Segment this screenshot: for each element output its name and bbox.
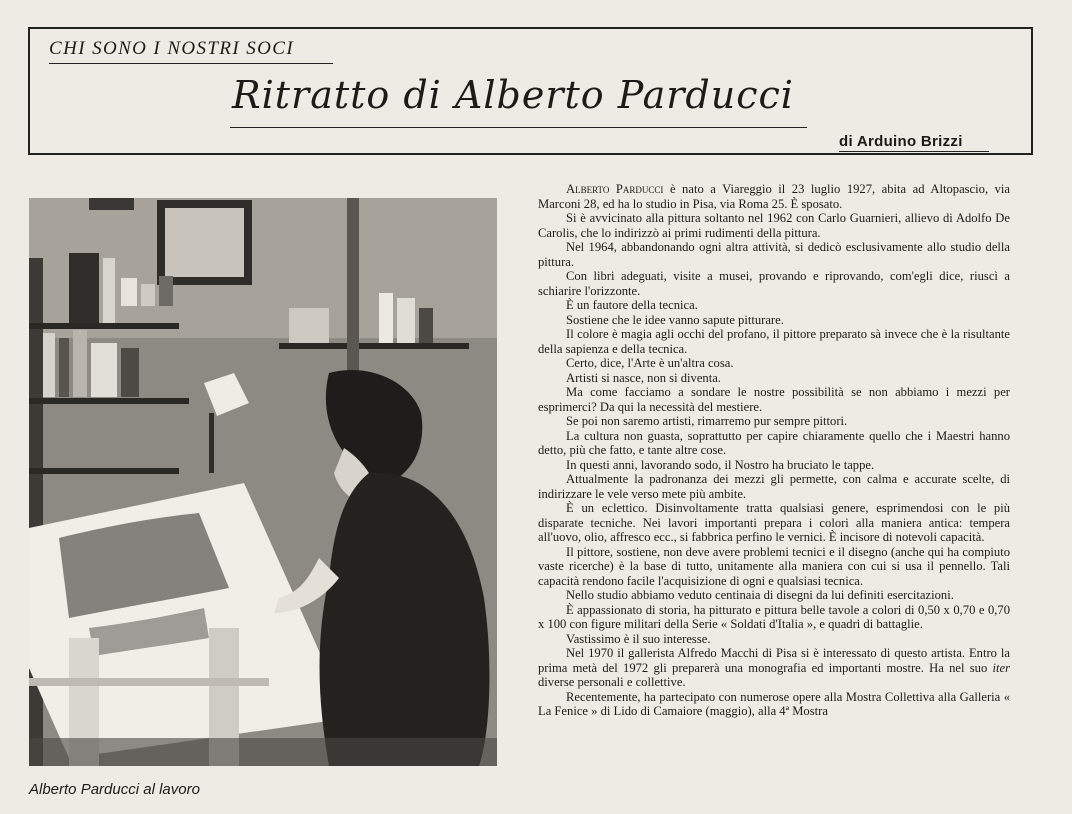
paragraph-intro-text: è nato a Viareggio il 23 luglio 1927, abita ad Altopascio, via Marconi 28, ed ha lo studio in Pisa, via Roma 25. È sposato. (538, 182, 1010, 211)
paragraph: Con libri adeguati, visite a musei, provando e riprovando, com'egli dice, riuscì a schiarire l'orizzonte. (538, 269, 1010, 298)
photo-illustration (29, 198, 497, 766)
byline: di Arduino Brizzi (839, 133, 963, 150)
article-title: Ritratto di Alberto Parducci (232, 73, 794, 117)
artist-name: Alberto Parducci (566, 182, 664, 196)
paragraph: Il colore è magia agli occhi del profano, il pittore preparato sà invece che è la risultante della sapienza e della tecnica. (538, 327, 1010, 356)
section-label: CHI SONO I NOSTRI SOCI (49, 38, 295, 59)
paragraph-last: Recentemente, ha partecipato con numerose opere alla Mostra Collettiva alla Galleria « La Fenice » di Lido di Camaiore (maggio), alla 4ª Mostra (538, 689, 1010, 718)
paragraph: È appassionato di storia, ha pitturato e pittura belle tavole a colori di 0,50 x 0,70 e 0,70 x 100 con figure militari della Serie « Soldati d'Italia », e quadri di battaglie. (538, 602, 1010, 631)
paragraph: È un eclettico. Disinvoltamente tratta qualsiasi genere, esprimendosi con le più disparate tecniche. Nei lavori importanti prepara i colori alla maniera antica: tempera all'uovo, olio, affresco ecc., si fabbrica perfino le vernici. È incisore di notevoli capacità. (538, 501, 1010, 544)
paragraph: Attualmente la padronanza dei mezzi gli permette, con calma e accurate scelte, di indirizzare le vele verso mete più ambite. (538, 472, 1010, 501)
paragraph: Se poi non saremo artisti, rimarremo pur sempre pittori. (566, 414, 848, 428)
paragraph-iter-italic: iter (992, 660, 1010, 675)
paragraph: Nel 1964, abbandonando ogni altra attività, si dedicò esclusivamente allo studio della pittura. (538, 240, 1010, 269)
paragraph-iter (538, 646, 1010, 690)
section-label-underline (49, 63, 333, 64)
paragraph: Certo, dice, l'Arte è un'altra cosa. (566, 356, 734, 370)
byline-underline (839, 151, 989, 152)
paragraph-intro (538, 182, 1010, 211)
paragraph: Artisti si nasce, non si diventa. (566, 370, 721, 385)
artist-photo (29, 198, 497, 766)
paragraph: In questi anni, lavorando sodo, il Nostro ha bruciato le tappe. (566, 457, 875, 472)
paragraph-iter-after: diverse personali e collettive. (538, 675, 686, 689)
paragraph: È un fautore della tecnica. (566, 298, 698, 312)
title-underline (230, 127, 807, 128)
paragraph: Nello studio abbiamo veduto centinaia di disegni da lui definiti esercitazioni. (566, 588, 954, 602)
paragraph: Vastissimo è il suo interesse. (566, 631, 711, 646)
paragraph: Si è avvicinato alla pittura soltanto nel 1962 con Carlo Guarnieri, allievo di Adolfo De Carolis, che lo indirizzò ai primi rudimenti della pittura. (538, 211, 1010, 240)
paragraph: Ma come facciamo a sondare le nostre possibilità se non abbiamo i mezzi per esprimerci? Da qui la necessità del mestiere. (538, 385, 1010, 414)
paragraph: Il pittore, sostiene, non deve avere problemi tecnici e il disegno (anche qui ha compiuto vaste ricerche) è la base di tutto, unitamente alla maniera con cui si usa il pennello. Tali capacità rendono facile l'acquisizione di ogni e qualsiasi tecnica. (538, 544, 1010, 588)
article-body (538, 182, 1010, 794)
article-header-box (28, 27, 1033, 155)
photo-caption: Alberto Parducci al lavoro (29, 781, 200, 798)
paragraph: La cultura non guasta, soprattutto per capire chiaramente quello che i Maestri hanno detto, più che fatto, e tante altre cose. (538, 428, 1010, 457)
paragraph-iter-before: Nel 1970 il gallerista Alfredo Macchi di Pisa si è interessato di questo artista. Entro la prima metà del 1972 gli preparerà una monografia ed importanti mostre. Ha nel suo (538, 646, 1010, 675)
paragraph: Sostiene che le idee vanno sapute pitturare. (566, 312, 784, 327)
